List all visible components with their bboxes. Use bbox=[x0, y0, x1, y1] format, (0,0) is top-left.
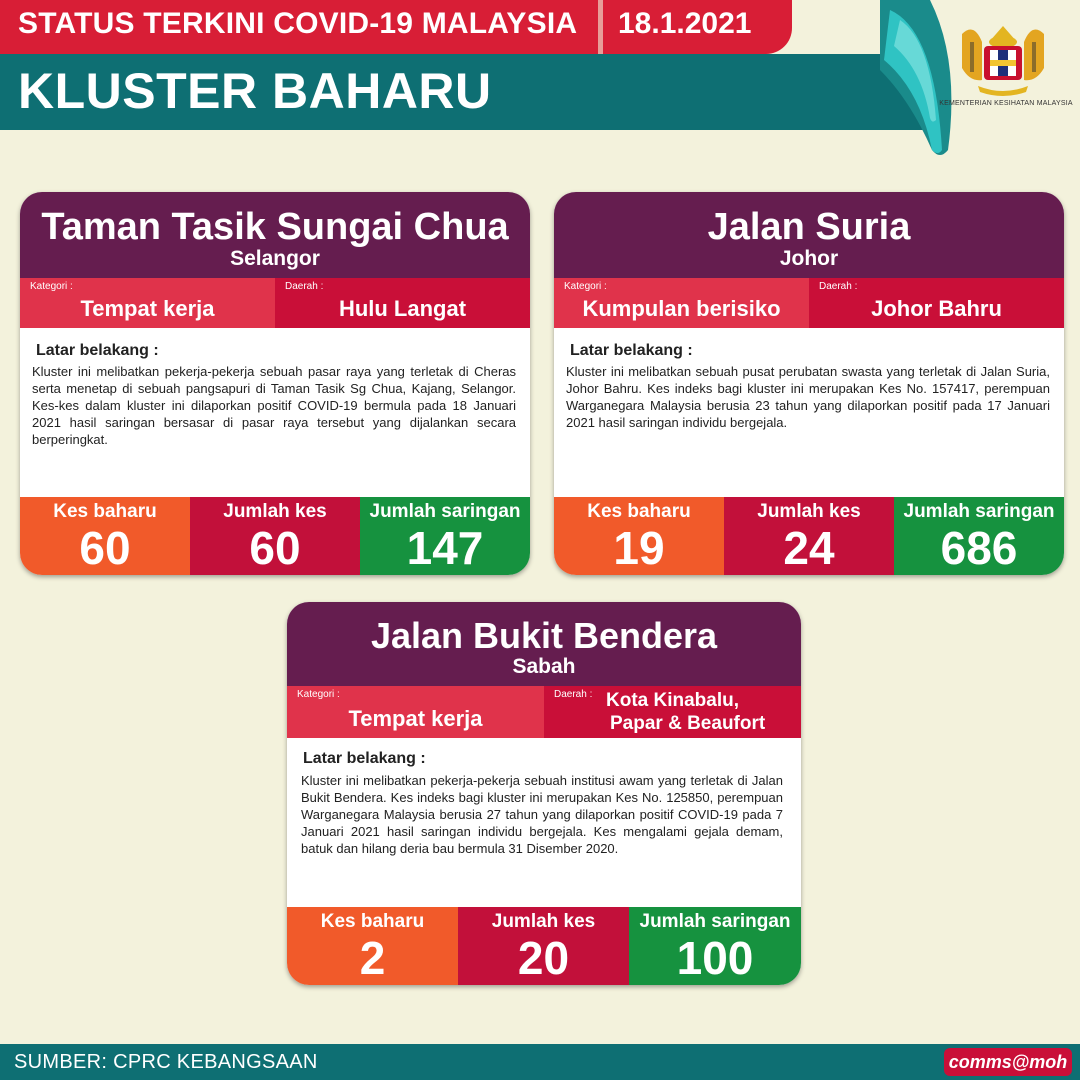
kategori-value: Tempat kerja bbox=[80, 296, 215, 321]
kategori-value: Tempat kerja bbox=[348, 706, 483, 731]
cluster-state: Sabah bbox=[512, 655, 576, 678]
kes-baharu-value: 19 bbox=[613, 522, 665, 574]
latar-label: Latar belakang : bbox=[303, 750, 426, 767]
card-header bbox=[554, 192, 1064, 278]
jumlah-kes-label: Jumlah kes bbox=[757, 501, 861, 522]
stats-row bbox=[554, 497, 1064, 575]
header-divider bbox=[598, 0, 603, 54]
daerah-cell bbox=[275, 278, 530, 328]
jumlah-kes-stat bbox=[458, 907, 629, 985]
daerah-label: Daerah : bbox=[285, 281, 324, 292]
latar-text: Kluster ini melibatkan pekerja-pekerja sebuah institusi awam yang terletak di Jalan Bukit Bendera. Kes indeks bagi kluster ini merupakan Kes No. 125850, perempuan Warganegara Malaysia berusia 27 tahun yang dilaporkan positif COVID-19 pada 7 Januari 2021 hasil saringan individu bergejala. Kes mengalami gejala demam, batuk dan hilang deria bau bermula 31 Disember 2020. bbox=[301, 773, 783, 856]
jumlah-kes-stat bbox=[190, 497, 360, 575]
jumlah-kes-label: Jumlah kes bbox=[223, 501, 327, 522]
kategori-cell bbox=[287, 686, 544, 738]
kes-baharu-stat bbox=[20, 497, 190, 575]
kategori-value: Kumpulan berisiko bbox=[582, 296, 781, 321]
kategori-label: Kategori : bbox=[30, 281, 73, 292]
jumlah-saringan-label: Jumlah saringan bbox=[369, 501, 521, 522]
jumlah-saringan-stat bbox=[629, 907, 801, 985]
latar-text: Kluster ini melibatkan pekerja-pekerja sebuah pasar raya yang terletak di Cheras serta menetap di sebuah pangsapuri di Taman Tasik Sg Chua, Kajang, Selangor. Kes-kes dalam kluster ini dilaporkan positif COVID-19 bermula pada 18 Januari 2021 hasil saringan bersasar di pasar raya tersebut yang dijalankan secara berperingkat. bbox=[32, 364, 516, 447]
cluster-card-jalan-bukit-bendera bbox=[287, 602, 801, 985]
daerah-cell bbox=[809, 278, 1064, 328]
jumlah-saringan-label: Jumlah saringan bbox=[639, 911, 791, 932]
footer-source: SUMBER: CPRC KEBANGSAAN bbox=[14, 1051, 318, 1073]
daerah-value: Johor Bahru bbox=[871, 296, 1002, 321]
kes-baharu-label: Kes baharu bbox=[320, 911, 425, 932]
jumlah-saringan-label: Jumlah saringan bbox=[903, 501, 1055, 522]
jumlah-saringan-value: 147 bbox=[406, 522, 484, 574]
cluster-name: Jalan Suria bbox=[707, 206, 911, 248]
jumlah-kes-stat bbox=[724, 497, 894, 575]
header-subtitle: KLUSTER BAHARU bbox=[18, 63, 492, 119]
card-header bbox=[20, 192, 530, 278]
daerah-cell bbox=[544, 686, 801, 738]
jumlah-saringan-stat bbox=[360, 497, 530, 575]
kes-baharu-label: Kes baharu bbox=[587, 501, 691, 522]
category-row bbox=[20, 278, 530, 328]
jumlah-kes-value: 20 bbox=[517, 932, 570, 984]
cluster-name: Jalan Bukit Bendera bbox=[370, 615, 718, 656]
kes-baharu-stat bbox=[554, 497, 724, 575]
kategori-cell bbox=[554, 278, 809, 328]
cluster-name: Taman Tasik Sungai Chua bbox=[41, 206, 509, 248]
daerah-value: Hulu Langat bbox=[338, 296, 467, 321]
kes-baharu-value: 60 bbox=[79, 522, 131, 574]
cluster-state: Selangor bbox=[230, 247, 320, 270]
kes-baharu-value: 2 bbox=[359, 932, 386, 984]
latar-label: Latar belakang : bbox=[36, 342, 159, 359]
jumlah-kes-value: 60 bbox=[249, 522, 301, 574]
daerah-label: Daerah : bbox=[554, 689, 593, 700]
footer-bar bbox=[0, 1044, 1080, 1080]
ministry-crest-icon bbox=[948, 12, 1058, 98]
latar-label: Latar belakang : bbox=[570, 342, 693, 359]
jumlah-saringan-value: 100 bbox=[676, 932, 754, 984]
category-row bbox=[554, 278, 1064, 328]
daerah-value-line-1: Kota Kinabalu, bbox=[606, 690, 740, 711]
kes-baharu-label: Kes baharu bbox=[53, 501, 157, 522]
ministry-label: KEMENTERIAN KESIHATAN MALAYSIA bbox=[939, 100, 1073, 107]
jumlah-saringan-stat bbox=[894, 497, 1064, 575]
jumlah-kes-value: 24 bbox=[783, 522, 835, 574]
cluster-card-taman-tasik-sungai-chua bbox=[20, 192, 530, 575]
footer-tag: comms@moh bbox=[944, 1048, 1072, 1076]
category-row bbox=[287, 686, 801, 738]
daerah-value-line-2: Papar & Beaufort bbox=[610, 713, 766, 734]
daerah-label: Daerah : bbox=[819, 281, 858, 292]
cluster-state: Johor bbox=[779, 247, 839, 270]
kategori-label: Kategori : bbox=[564, 281, 607, 292]
header-date: 18.1.2021 bbox=[618, 7, 752, 40]
header-title: STATUS TERKINI COVID-19 MALAYSIA bbox=[18, 7, 578, 40]
kes-baharu-stat bbox=[287, 907, 458, 985]
cluster-card-jalan-suria bbox=[554, 192, 1064, 575]
stats-row bbox=[20, 497, 530, 575]
jumlah-kes-label: Jumlah kes bbox=[491, 911, 596, 932]
stats-row bbox=[287, 907, 801, 985]
jumlah-saringan-value: 686 bbox=[940, 522, 1018, 574]
kategori-cell bbox=[20, 278, 275, 328]
latar-text: Kluster ini melibatkan sebuah pusat perubatan swasta yang terletak di Jalan Suria, Johor Bahru. Kes indeks bagi kluster ini merupakan Kes No. 157417, perempuan Warganegara Malaysia berusia 23 tahun yang dilaporkan positif pada 17 Januari 2021 hasil saringan individu bergejala. bbox=[566, 364, 1050, 430]
kategori-label: Kategori : bbox=[297, 689, 340, 700]
card-header bbox=[287, 602, 801, 686]
